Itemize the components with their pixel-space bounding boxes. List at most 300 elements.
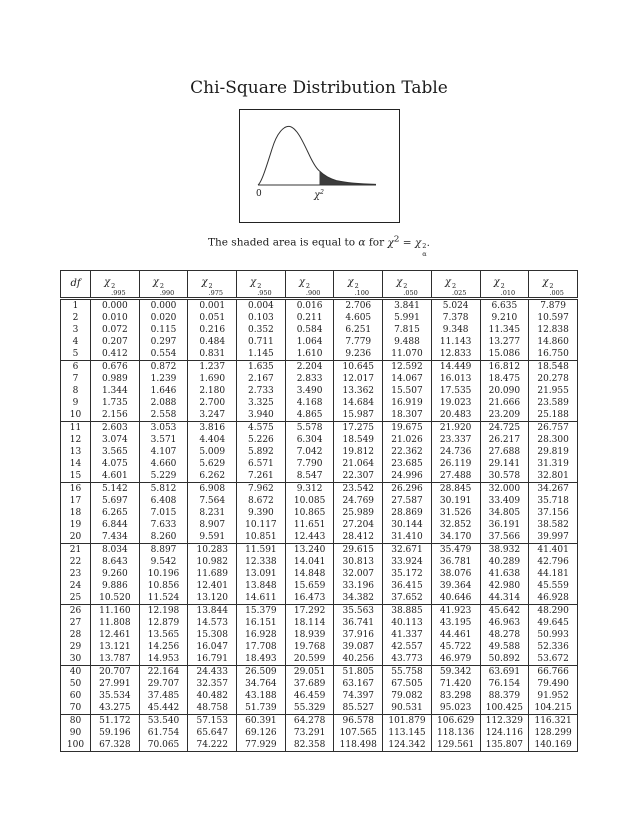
- value-cell: 12.443: [285, 531, 334, 544]
- value-cell: 23.209: [480, 409, 529, 422]
- value-cell: 51.172: [91, 715, 140, 728]
- value-cell: 13.091: [237, 568, 286, 580]
- value-cell: 14.684: [334, 397, 383, 409]
- value-cell: 36.191: [480, 519, 529, 531]
- value-cell: 9.390: [237, 507, 286, 519]
- chi-sup-sub: [549, 283, 563, 297]
- value-cell: 28.412: [334, 531, 383, 544]
- value-cell: 22.362: [383, 446, 432, 458]
- value-cell: 42.557: [383, 641, 432, 653]
- value-cell: 8.672: [237, 495, 286, 507]
- chi-symbol: χ: [250, 276, 257, 288]
- value-cell: 40.289: [480, 556, 529, 568]
- table-row: [61, 434, 578, 446]
- value-cell: 13.362: [334, 385, 383, 397]
- value-cell: 2.700: [188, 397, 237, 409]
- chi-exponent: 2: [403, 281, 408, 290]
- value-cell: 32.671: [383, 544, 432, 557]
- value-cell: 9.236: [334, 348, 383, 361]
- value-cell: 53.672: [529, 653, 578, 666]
- df-cell: 26: [61, 605, 91, 618]
- value-cell: 41.401: [529, 544, 578, 557]
- value-cell: 13.787: [91, 653, 140, 666]
- chi-alpha-level: .975: [208, 289, 223, 298]
- value-cell: 41.337: [383, 629, 432, 641]
- value-cell: 16.047: [188, 641, 237, 653]
- column-header-chi-995: [91, 270, 140, 299]
- value-cell: 5.229: [139, 470, 188, 483]
- value-cell: 5.629: [188, 458, 237, 470]
- value-cell: 26.119: [431, 458, 480, 470]
- value-cell: 4.605: [334, 312, 383, 324]
- value-cell: 124.116: [480, 727, 529, 739]
- value-cell: 118.136: [431, 727, 480, 739]
- chi-square-table: [60, 270, 578, 753]
- chi-exponent: 2: [305, 281, 311, 290]
- value-cell: 7.378: [431, 312, 480, 324]
- table-row: [61, 458, 578, 470]
- value-cell: 39.087: [334, 641, 383, 653]
- chi-exponent: 2: [111, 281, 116, 290]
- value-cell: 43.275: [91, 702, 140, 715]
- value-cell: 14.041: [285, 556, 334, 568]
- value-cell: 71.420: [431, 678, 480, 690]
- value-cell: 0.207: [91, 336, 140, 348]
- value-cell: 37.916: [334, 629, 383, 641]
- value-cell: 79.490: [529, 678, 578, 690]
- df-cell: 27: [61, 617, 91, 629]
- value-cell: 6.908: [188, 483, 237, 496]
- value-cell: 17.535: [431, 385, 480, 397]
- value-cell: 5.991: [383, 312, 432, 324]
- value-cell: 22.164: [139, 666, 188, 679]
- value-cell: 13.565: [139, 629, 188, 641]
- value-cell: 2.706: [334, 299, 383, 313]
- value-cell: 107.565: [334, 727, 383, 739]
- value-cell: 26.509: [237, 666, 286, 679]
- value-cell: 35.563: [334, 605, 383, 618]
- table-row: [61, 519, 578, 531]
- table-row: [61, 641, 578, 653]
- value-cell: 29.051: [285, 666, 334, 679]
- value-cell: 85.527: [334, 702, 383, 715]
- value-cell: 12.592: [383, 361, 432, 374]
- value-cell: 37.566: [480, 531, 529, 544]
- value-cell: 39.997: [529, 531, 578, 544]
- value-cell: 6.262: [188, 470, 237, 483]
- value-cell: 10.117: [237, 519, 286, 531]
- value-cell: 10.085: [285, 495, 334, 507]
- value-cell: 2.833: [285, 373, 334, 385]
- value-cell: 5.812: [139, 483, 188, 496]
- table-row: [61, 531, 578, 544]
- value-cell: 7.779: [334, 336, 383, 348]
- value-cell: 10.283: [188, 544, 237, 557]
- df-cell: 16: [61, 483, 91, 496]
- value-cell: 13.277: [480, 336, 529, 348]
- value-cell: 30.578: [480, 470, 529, 483]
- value-cell: 7.633: [139, 519, 188, 531]
- value-cell: 13.848: [237, 580, 286, 592]
- value-cell: 50.993: [529, 629, 578, 641]
- value-cell: 129.561: [431, 739, 480, 752]
- value-cell: 8.907: [188, 519, 237, 531]
- value-cell: 4.575: [237, 422, 286, 435]
- chi-symbol: χ: [347, 276, 354, 288]
- df-cell: 50: [61, 678, 91, 690]
- df-cell: 70: [61, 702, 91, 715]
- value-cell: 7.015: [139, 507, 188, 519]
- critical-value-label: [313, 189, 324, 201]
- column-header-chi-025: [431, 270, 480, 299]
- table-row: [61, 592, 578, 605]
- table-header: [61, 270, 578, 299]
- value-cell: 10.851: [237, 531, 286, 544]
- value-cell: 124.342: [383, 739, 432, 752]
- table-row: [61, 702, 578, 715]
- value-cell: 32.000: [480, 483, 529, 496]
- value-cell: 63.167: [334, 678, 383, 690]
- df-cell: 4: [61, 336, 91, 348]
- chi-sup-sub: [403, 283, 417, 297]
- value-cell: 33.924: [383, 556, 432, 568]
- value-cell: 34.805: [480, 507, 529, 519]
- caption-formula: [387, 234, 430, 258]
- value-cell: 33.196: [334, 580, 383, 592]
- value-cell: 45.642: [480, 605, 529, 618]
- value-cell: 3.074: [91, 434, 140, 446]
- value-cell: 18.307: [383, 409, 432, 422]
- value-cell: 27.204: [334, 519, 383, 531]
- value-cell: 13.121: [91, 641, 140, 653]
- value-cell: 3.571: [139, 434, 188, 446]
- value-cell: 18.493: [237, 653, 286, 666]
- column-header-chi-050: [383, 270, 432, 299]
- value-cell: 26.296: [383, 483, 432, 496]
- value-cell: 11.160: [91, 605, 140, 618]
- value-cell: 66.766: [529, 666, 578, 679]
- value-cell: 15.659: [285, 580, 334, 592]
- value-cell: 51.805: [334, 666, 383, 679]
- equals-sign: =: [402, 236, 412, 249]
- column-header-chi-975: [188, 270, 237, 299]
- value-cell: 24.725: [480, 422, 529, 435]
- df-cell: 80: [61, 715, 91, 728]
- value-cell: 5.024: [431, 299, 480, 313]
- value-cell: 14.449: [431, 361, 480, 374]
- value-cell: 0.352: [237, 324, 286, 336]
- value-cell: 44.314: [480, 592, 529, 605]
- value-cell: 118.498: [334, 739, 383, 752]
- value-cell: 5.009: [188, 446, 237, 458]
- value-cell: 9.348: [431, 324, 480, 336]
- value-cell: 4.601: [91, 470, 140, 483]
- value-cell: 32.852: [431, 519, 480, 531]
- value-cell: 1.145: [237, 348, 286, 361]
- table-row: [61, 507, 578, 519]
- value-cell: 104.215: [529, 702, 578, 715]
- value-cell: 16.791: [188, 653, 237, 666]
- chi-symbol: χ: [104, 276, 111, 288]
- chi-sup-sub: [452, 283, 466, 297]
- value-cell: 30.813: [334, 556, 383, 568]
- table-row: [61, 422, 578, 435]
- value-cell: 18.475: [480, 373, 529, 385]
- df-cell: 3: [61, 324, 91, 336]
- value-cell: 3.053: [139, 422, 188, 435]
- value-cell: 18.114: [285, 617, 334, 629]
- chi-alpha-level: .995: [111, 289, 126, 298]
- table-row: [61, 483, 578, 496]
- value-cell: 53.540: [139, 715, 188, 728]
- value-cell: 6.571: [237, 458, 286, 470]
- value-cell: 70.065: [139, 739, 188, 752]
- value-cell: 2.156: [91, 409, 140, 422]
- value-cell: 51.739: [237, 702, 286, 715]
- value-cell: 21.026: [383, 434, 432, 446]
- value-cell: 19.023: [431, 397, 480, 409]
- value-cell: 26.757: [529, 422, 578, 435]
- value-cell: 1.646: [139, 385, 188, 397]
- column-header-chi-010: [480, 270, 529, 299]
- value-cell: 49.645: [529, 617, 578, 629]
- value-cell: 96.578: [334, 715, 383, 728]
- value-cell: 14.611: [237, 592, 286, 605]
- value-cell: 0.484: [188, 336, 237, 348]
- value-cell: 10.597: [529, 312, 578, 324]
- value-cell: 42.980: [480, 580, 529, 592]
- value-cell: 21.666: [480, 397, 529, 409]
- value-cell: 42.796: [529, 556, 578, 568]
- value-cell: 55.758: [383, 666, 432, 679]
- value-cell: 24.769: [334, 495, 383, 507]
- value-cell: 38.885: [383, 605, 432, 618]
- value-cell: 0.297: [139, 336, 188, 348]
- value-cell: 1.635: [237, 361, 286, 374]
- value-cell: 3.841: [383, 299, 432, 313]
- value-cell: 48.758: [188, 702, 237, 715]
- df-cell: 19: [61, 519, 91, 531]
- chi-alpha-level: .005: [549, 289, 564, 298]
- value-cell: 0.989: [91, 373, 140, 385]
- value-cell: 4.107: [139, 446, 188, 458]
- value-cell: 11.070: [383, 348, 432, 361]
- df-cell: 9: [61, 397, 91, 409]
- value-cell: 9.591: [188, 531, 237, 544]
- chi-sup-sub: [111, 283, 125, 297]
- value-cell: 25.989: [334, 507, 383, 519]
- table-row: [61, 666, 578, 679]
- value-cell: 3.816: [188, 422, 237, 435]
- df-cell: 5: [61, 348, 91, 361]
- value-cell: 0.412: [91, 348, 140, 361]
- value-cell: 24.996: [383, 470, 432, 483]
- page-title: Chi-Square Distribution Table: [190, 78, 448, 98]
- value-cell: 11.651: [285, 519, 334, 531]
- value-cell: 106.629: [431, 715, 480, 728]
- df-cell: 21: [61, 544, 91, 557]
- value-cell: 27.488: [431, 470, 480, 483]
- value-cell: 14.953: [139, 653, 188, 666]
- df-cell: 24: [61, 580, 91, 592]
- table-row: [61, 727, 578, 739]
- value-cell: 37.156: [529, 507, 578, 519]
- value-cell: 23.337: [431, 434, 480, 446]
- value-cell: 8.231: [188, 507, 237, 519]
- chi-exponent: 2: [208, 281, 213, 290]
- value-cell: 36.781: [431, 556, 480, 568]
- value-cell: 17.292: [285, 605, 334, 618]
- value-cell: 23.685: [383, 458, 432, 470]
- value-cell: 67.328: [91, 739, 140, 752]
- value-cell: 23.542: [334, 483, 383, 496]
- value-cell: 91.952: [529, 690, 578, 702]
- value-cell: 21.064: [334, 458, 383, 470]
- column-header-chi-100: [334, 270, 383, 299]
- table-row: [61, 312, 578, 324]
- value-cell: 14.067: [383, 373, 432, 385]
- value-cell: 1.610: [285, 348, 334, 361]
- value-cell: 1.690: [188, 373, 237, 385]
- value-cell: 6.844: [91, 519, 140, 531]
- value-cell: 15.308: [188, 629, 237, 641]
- value-cell: 14.573: [188, 617, 237, 629]
- value-cell: 36.415: [383, 580, 432, 592]
- chi-sup-sub: [306, 283, 320, 297]
- value-cell: 20.090: [480, 385, 529, 397]
- chi-symbol: χ: [414, 236, 422, 249]
- value-cell: 0.103: [237, 312, 286, 324]
- df-cell: 25: [61, 592, 91, 605]
- value-cell: 13.120: [188, 592, 237, 605]
- value-cell: 16.928: [237, 629, 286, 641]
- value-cell: 20.483: [431, 409, 480, 422]
- chi-symbol: χ: [387, 236, 394, 249]
- value-cell: 10.856: [139, 580, 188, 592]
- value-cell: 0.872: [139, 361, 188, 374]
- value-cell: 11.524: [139, 592, 188, 605]
- table-row: [61, 299, 578, 313]
- value-cell: 35.718: [529, 495, 578, 507]
- figure-caption: [0, 233, 638, 258]
- value-cell: 16.151: [237, 617, 286, 629]
- axis-origin-label: 0: [255, 189, 262, 199]
- value-cell: 83.298: [431, 690, 480, 702]
- value-cell: 77.929: [237, 739, 286, 752]
- value-cell: 3.325: [237, 397, 286, 409]
- df-cell: 29: [61, 641, 91, 653]
- chi-symbol: χ: [493, 276, 500, 288]
- value-cell: 49.588: [480, 641, 529, 653]
- value-cell: 33.409: [480, 495, 529, 507]
- value-cell: 19.768: [285, 641, 334, 653]
- value-cell: 13.240: [285, 544, 334, 557]
- value-cell: 1.735: [91, 397, 140, 409]
- value-cell: 100.425: [480, 702, 529, 715]
- value-cell: 5.226: [237, 434, 286, 446]
- value-cell: 26.217: [480, 434, 529, 446]
- value-cell: 41.638: [480, 568, 529, 580]
- df-cell: 12: [61, 434, 91, 446]
- value-cell: 23.589: [529, 397, 578, 409]
- value-cell: 29.819: [529, 446, 578, 458]
- df-cell: 22: [61, 556, 91, 568]
- value-cell: 38.932: [480, 544, 529, 557]
- table-row: [61, 373, 578, 385]
- value-cell: 14.256: [139, 641, 188, 653]
- df-cell: 17: [61, 495, 91, 507]
- value-cell: 9.210: [480, 312, 529, 324]
- value-cell: 4.168: [285, 397, 334, 409]
- value-cell: 10.982: [188, 556, 237, 568]
- value-cell: 12.198: [139, 605, 188, 618]
- value-cell: 4.404: [188, 434, 237, 446]
- value-cell: 8.643: [91, 556, 140, 568]
- value-cell: 12.833: [431, 348, 480, 361]
- value-cell: 31.526: [431, 507, 480, 519]
- value-cell: 3.247: [188, 409, 237, 422]
- value-cell: 43.188: [237, 690, 286, 702]
- value-cell: 30.144: [383, 519, 432, 531]
- table-row: [61, 385, 578, 397]
- value-cell: 57.153: [188, 715, 237, 728]
- df-cell: 10: [61, 409, 91, 422]
- value-cell: 48.290: [529, 605, 578, 618]
- table-row: [61, 336, 578, 348]
- df-cell: 23: [61, 568, 91, 580]
- value-cell: 7.564: [188, 495, 237, 507]
- df-cell: 18: [61, 507, 91, 519]
- value-cell: 46.963: [480, 617, 529, 629]
- value-cell: 32.007: [334, 568, 383, 580]
- value-cell: 38.076: [431, 568, 480, 580]
- value-cell: 6.251: [334, 324, 383, 336]
- df-cell: 6: [61, 361, 91, 374]
- chi-exponent: 2: [549, 281, 554, 290]
- table-row: [61, 397, 578, 409]
- value-cell: 39.364: [431, 580, 480, 592]
- value-cell: 7.815: [383, 324, 432, 336]
- value-cell: 48.278: [480, 629, 529, 641]
- value-cell: 2.088: [139, 397, 188, 409]
- value-cell: 90.531: [383, 702, 432, 715]
- value-cell: 10.520: [91, 592, 140, 605]
- value-cell: 13.844: [188, 605, 237, 618]
- value-cell: 37.689: [285, 678, 334, 690]
- value-cell: 0.584: [285, 324, 334, 336]
- value-cell: 34.267: [529, 483, 578, 496]
- chi-symbol: χ: [201, 276, 208, 288]
- value-cell: 16.473: [285, 592, 334, 605]
- value-cell: 27.587: [383, 495, 432, 507]
- value-cell: 16.919: [383, 397, 432, 409]
- value-cell: 0.051: [188, 312, 237, 324]
- value-cell: 101.879: [383, 715, 432, 728]
- df-cell: 15: [61, 470, 91, 483]
- value-cell: 95.023: [431, 702, 480, 715]
- chi-alpha-level: .900: [305, 289, 321, 298]
- value-cell: 7.042: [285, 446, 334, 458]
- alpha-symbol: α: [358, 236, 366, 249]
- chi-alpha-level: .990: [159, 289, 175, 298]
- value-cell: 10.865: [285, 507, 334, 519]
- value-cell: 44.461: [431, 629, 480, 641]
- value-cell: 21.955: [529, 385, 578, 397]
- value-cell: 41.923: [431, 605, 480, 618]
- chi-symbol: χ: [152, 276, 159, 288]
- df-cell: 60: [61, 690, 91, 702]
- chi-sup-sub: [160, 283, 174, 297]
